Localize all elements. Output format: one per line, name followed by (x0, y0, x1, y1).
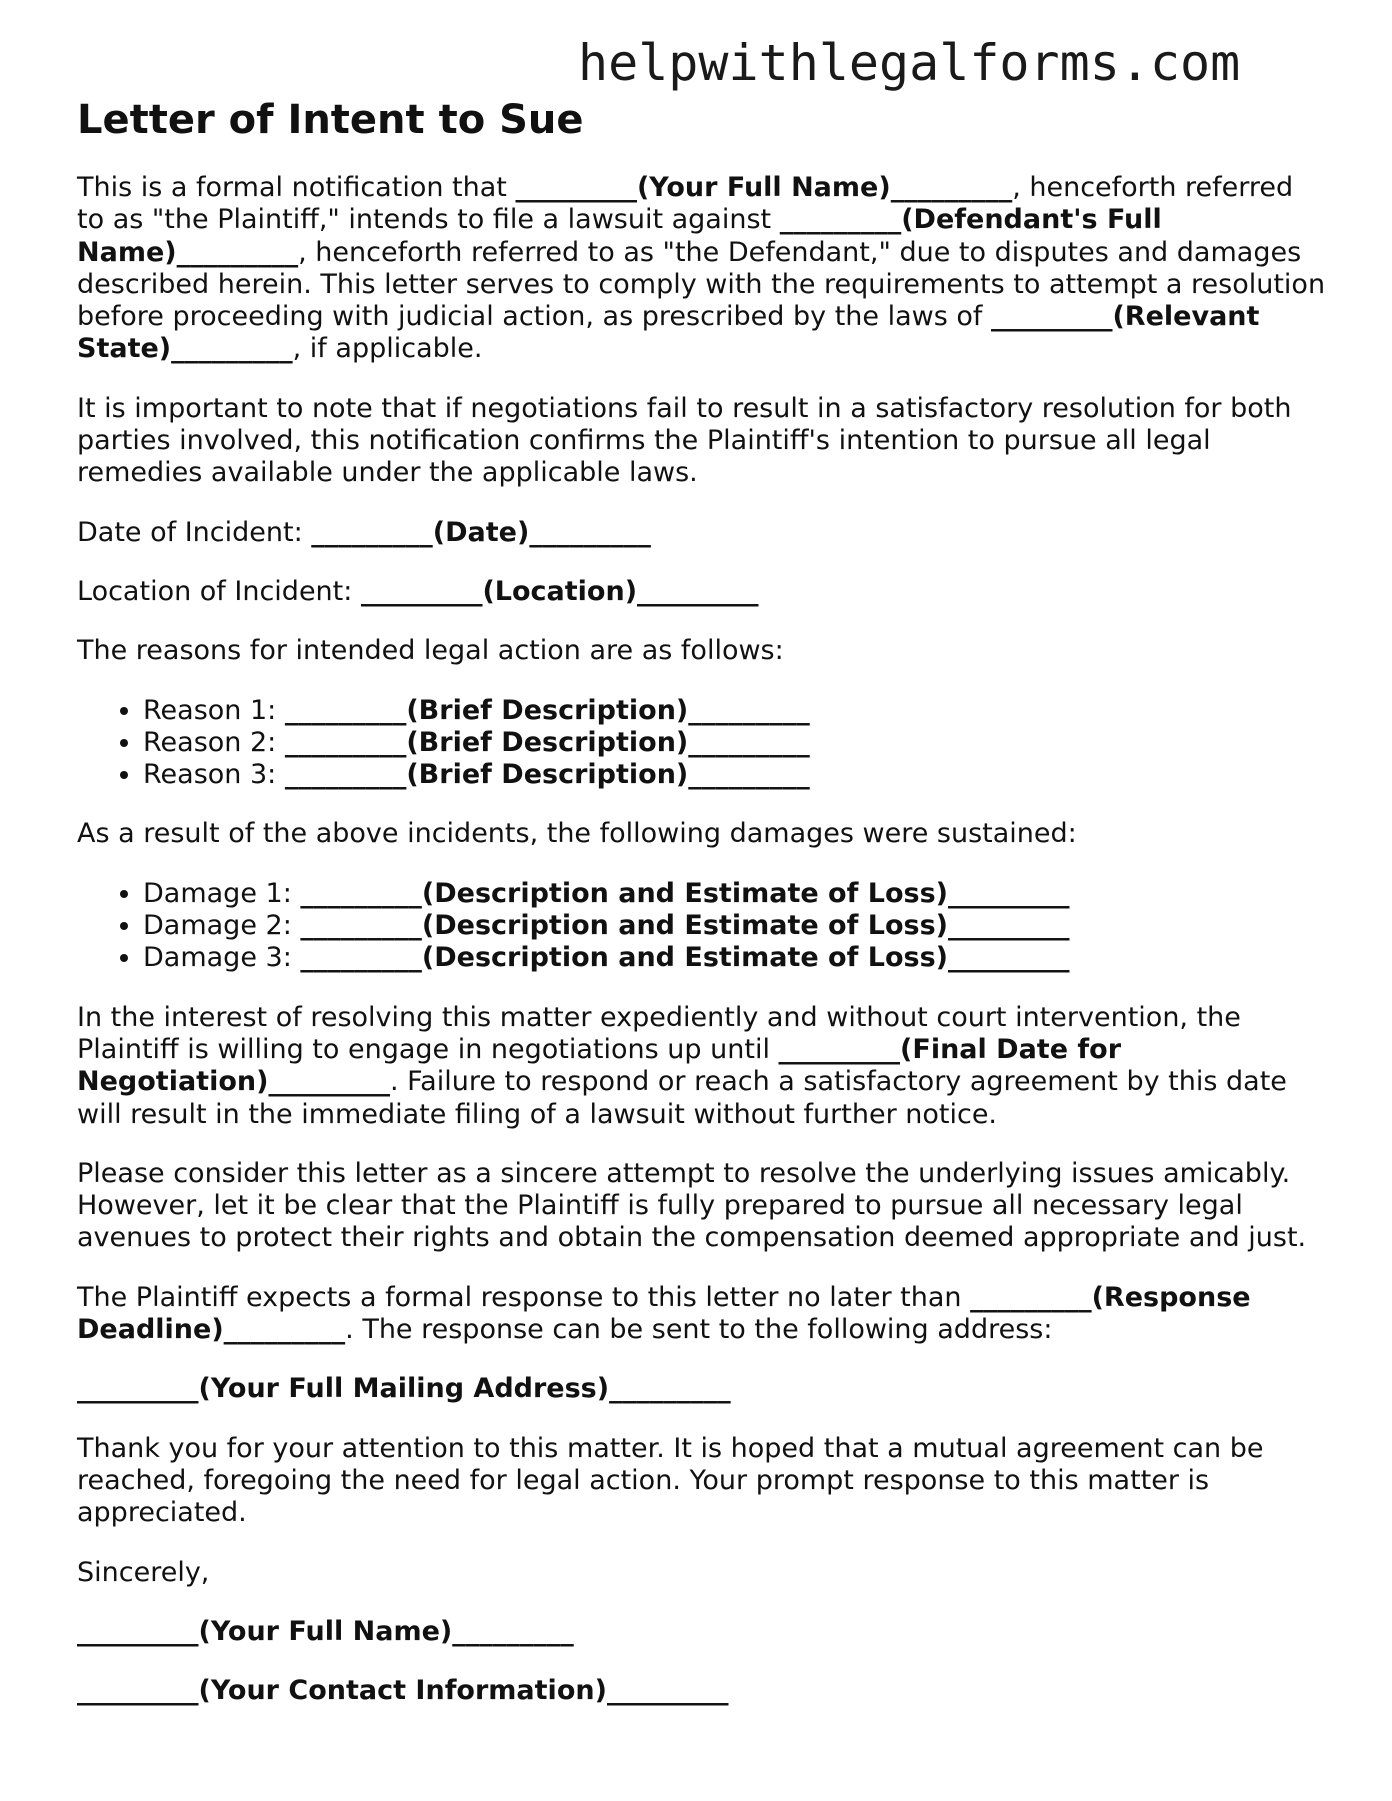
response-deadline-field: _________(Response Deadline)_________ (77, 1281, 1251, 1346)
damages-intro: As a result of the above incidents, the following damages were sustained: (77, 818, 1077, 850)
address-field: _________(Your Full Mailing Address)_________ (77, 1373, 731, 1405)
damage-field: _________(Description and Estimate of Loss)_________ (300, 910, 1070, 942)
intro-text-1: This is a formal notification that (77, 172, 516, 203)
location-line: Location of Incident: _________(Location)_________ (77, 575, 759, 607)
defendant-name-field: _________(Defendant's Full Name)_________ (77, 204, 1162, 268)
damage-field: _________(Description and Estimate of Loss)_________ (300, 877, 1070, 909)
list-item: • Reason 2: _________(Brief Description)_________ (143, 727, 1327, 759)
site-watermark: helpwithlegalforms.com (578, 34, 1241, 92)
date-field: _________(Date)_________ (311, 516, 651, 548)
list-item: • Damage 2: _________(Description and Estimate of Loss)_________ (143, 910, 1327, 942)
page-title: Letter of Intent to Sue (77, 97, 584, 143)
list-item: • Damage 3: _________(Description and Estimate of Loss)_________ (143, 942, 1327, 974)
signature-contact-field: _________(Your Contact Information)_________ (77, 1675, 729, 1707)
date-line: Date of Incident: _________(Date)_________ (77, 516, 651, 548)
response-paragraph: The Plaintiff expects a formal response to this letter no later than _________(Response Deadline)_________. The response can be sent to the following address: (77, 1281, 1251, 1346)
damages-list (77, 878, 1327, 975)
letter-body (77, 96, 1327, 1707)
reason-field: _________(Brief Description)_________ (284, 726, 810, 758)
reasons-intro: The reasons for intended legal action are as follows: (77, 635, 784, 667)
signature-name-field: _________(Your Full Name)_________ (77, 1615, 574, 1647)
reason-field: _________(Brief Description)_________ (284, 694, 810, 726)
intro-text-4: , if applicable. (292, 333, 483, 365)
location-field: _________(Location)_________ (360, 575, 759, 607)
thanks-paragraph: Thank you for your attention to this matter. It is hoped that a mutual agreement can be reached, foregoing the need for legal action. Your prompt response to this matter is appreciated. (77, 1432, 1264, 1529)
intro-text-2: , henceforth referred to as "the Plaintiff," intends to file a lawsuit against (77, 172, 1294, 236)
reason-field: _________(Brief Description)_________ (284, 759, 810, 791)
signature-contact-line (77, 1675, 1327, 1707)
reasons-list (77, 695, 1327, 792)
address-line (77, 1373, 1327, 1405)
plaintiff-name-field: _________(Your Full Name)_________ (515, 172, 1013, 203)
note-paragraph: It is important to note that if negotiations fail to result in a satisfactory resolution for both parties involved, this notification confirms the Plaintiff's intention to pursue all legal remedies available under the applicable laws. (77, 392, 1292, 489)
damage-field: _________(Description and Estimate of Loss)_________ (300, 942, 1070, 974)
list-item: • Reason 1: _________(Brief Description)_________ (143, 695, 1327, 727)
consider-paragraph: Please consider this letter as a sincere attempt to resolve the underlying issues amicably. However, let it be clear that the Plaintiff is fully prepared to pursue all necessary legal avenues to protect their rights and obtain the compensation deemed appropriate and just. (77, 1157, 1307, 1254)
signature-name-line (77, 1616, 1327, 1648)
intro-text-3: , henceforth referred to as "the Defendant," due to disputes and damages described herein. This letter serves to comply with the requirements to attempt a resolution before proceeding with judicial action, as prescribed by the laws of (77, 236, 1326, 333)
negotiation-paragraph: In the interest of resolving this matter expediently and without court intervention, the Plaintiff is willing to engage in negotiations up until _________(Final Date for Negotiation)_________. Failure to respond or reach a satisfactory agreement by this date will result in the immediate filing of a lawsuit without further notice. (77, 1001, 1287, 1130)
list-item: • Reason 3: _________(Brief Description)_________ (143, 759, 1327, 791)
state-field: _________(Relevant State)_________ (77, 301, 1260, 365)
closing: Sincerely, (77, 1556, 210, 1588)
intro-paragraph (77, 172, 1327, 366)
list-item: • Damage 1: _________(Description and Estimate of Loss)_________ (143, 878, 1327, 910)
negotiation-date-field: _________(Final Date for Negotiation)_________ (77, 1033, 1122, 1098)
